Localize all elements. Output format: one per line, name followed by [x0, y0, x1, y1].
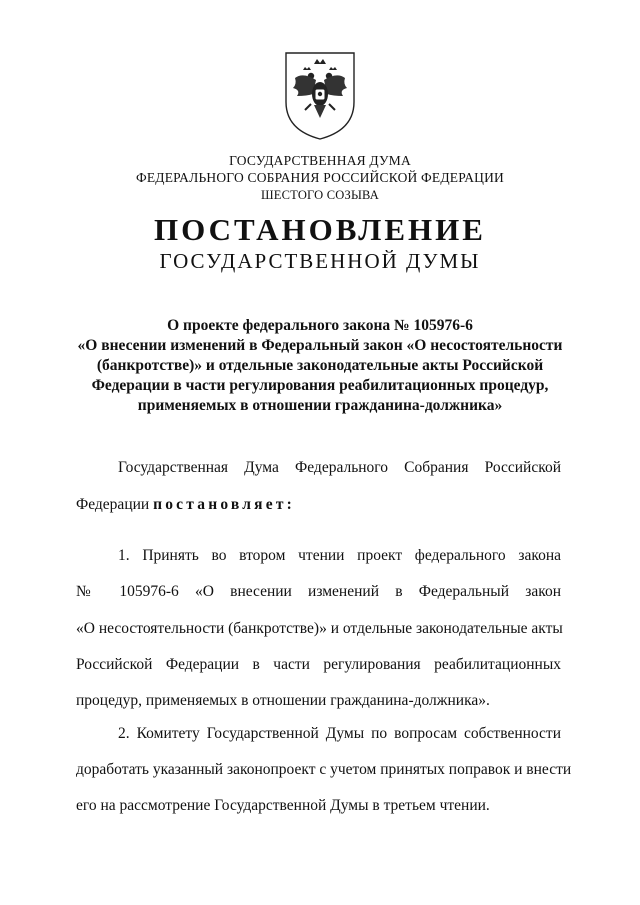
preamble-start: Федерации	[76, 496, 154, 513]
subject-line-4: Федерации в части регулирования реабилитационных процедур,	[91, 377, 549, 394]
preamble-line-2	[76, 495, 561, 515]
convocation-line: ШЕСТОГО СОЗЫВА	[260, 188, 380, 202]
item1-line-1: 1. Принять во втором чтении проект федерального закона	[118, 547, 561, 564]
document-subtitle: ГОСУДАРСТВЕННОЙ ДУМЫ	[159, 249, 481, 273]
subject-line-2: «О внесении изменений в Федеральный закон «О несостоятельности	[77, 337, 563, 354]
subject-line-3: (банкротстве)» и отдельные законодательные акты Российской	[96, 357, 544, 374]
org-name-line-1: ГОСУДАРСТВЕННАЯ ДУМА	[229, 153, 411, 168]
item2-line-2: доработать указанный законопроект с учетом принятых поправок и внести	[76, 761, 572, 778]
preamble-line-1: Государственная Дума Федерального Собрания Российской	[118, 459, 561, 476]
coat-of-arms-icon	[283, 50, 357, 142]
subject-line-1: О проекте федерального закона № 105976-6	[167, 317, 473, 334]
item1-line-2: № 105976-6 «О внесении изменений в Федеральный закон	[76, 583, 561, 600]
resolves-word: постановляет:	[153, 496, 295, 513]
item2-line-1: 2. Комитету Государственной Думы по вопросам собственности	[118, 725, 561, 742]
item1-line-3: «О несостоятельности (банкротстве)» и отдельные законодательные акты	[76, 620, 563, 637]
item1-line-5: процедур, применяемых в отношении гражданина-должника».	[76, 692, 490, 709]
item2-line-3: его на рассмотрение Государственной Думы в третьем чтении.	[76, 797, 490, 814]
document-title: ПОСТАНОВЛЕНИЕ	[154, 212, 486, 247]
subject-line-5: применяемых в отношении гражданина-должника»	[137, 397, 503, 414]
item1-line-4: Российской Федерации в части регулирования реабилитационных	[76, 656, 561, 673]
org-name-line-2: ФЕДЕРАЛЬНОГО СОБРАНИЯ РОССИЙСКОЙ ФЕДЕРАЦИИ	[136, 170, 504, 185]
